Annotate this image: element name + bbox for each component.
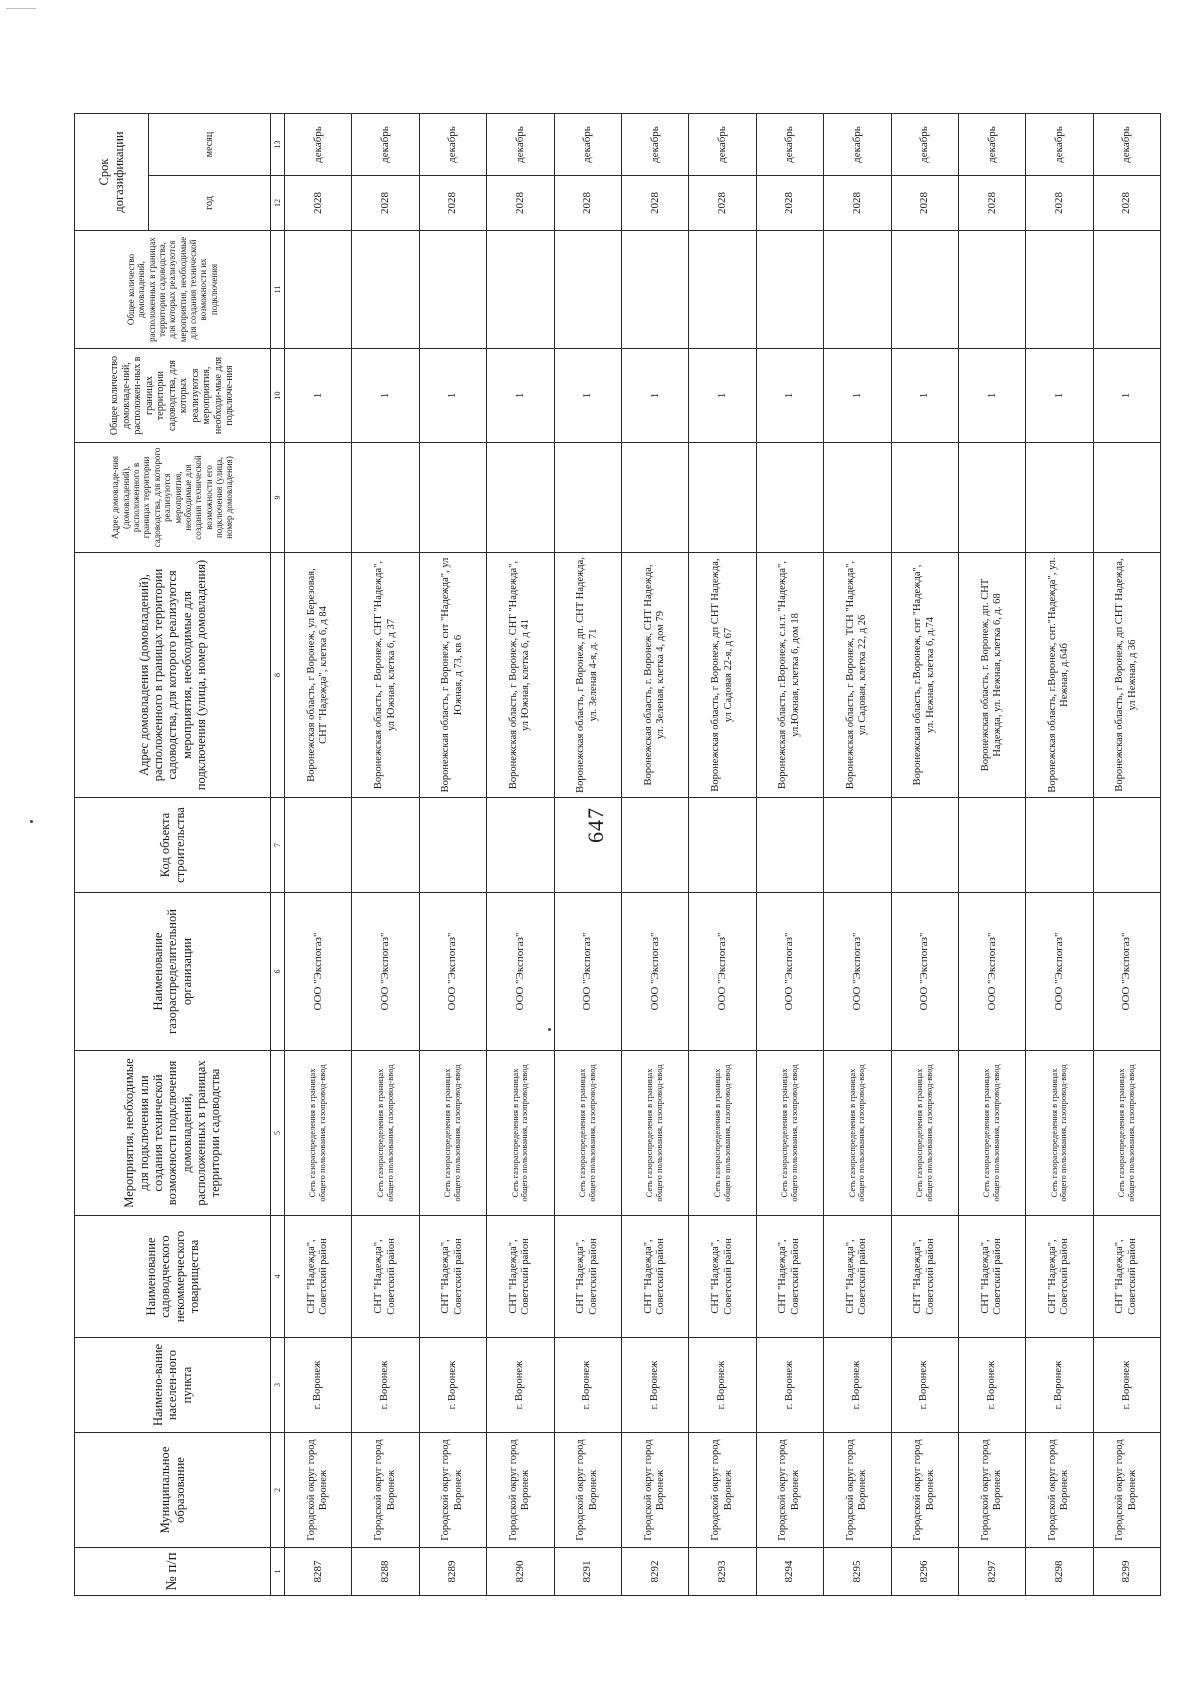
cell-year: 2028 — [891, 176, 958, 231]
cell-cnt2 — [285, 231, 352, 349]
cell-snt: СНТ "Надежда", Советский район — [1026, 1216, 1093, 1338]
cell-addr: Воронежская область, г. Воронеж, СНТ Надежда, ул. Зеленая, клетка 4, дом 79 — [621, 553, 688, 798]
cell-addr: Воронежская область, г Воронеж, дп СНТ Надежда, ул Садовая 22-я, д 67 — [689, 553, 756, 798]
cell-work: Сеть газораспределения в границах общего пользования, газопровод-ввод — [285, 1051, 352, 1216]
cell-code — [891, 798, 958, 893]
cell-addr: Воронежская область, г.Воронеж, с.н.т. "Надежда", ул.Южная, клетка 6, дом 18 — [756, 553, 823, 798]
cell-cnt2 — [824, 231, 891, 349]
cell-city: г. Воронеж — [419, 1338, 486, 1433]
cell-code — [621, 798, 688, 893]
table-row — [1026, 114, 1093, 1596]
cell-org: ООО "Экспогаз" — [958, 893, 1025, 1051]
gasification-register-table — [74, 113, 1161, 1596]
page-number: 647 — [583, 807, 608, 843]
cell-addr2 — [352, 443, 419, 553]
cell-city: г. Воронеж — [621, 1338, 688, 1433]
cell-cnt1: 1 — [958, 349, 1025, 443]
cell-year: 2028 — [487, 176, 554, 231]
cell-cnt1: 1 — [352, 349, 419, 443]
cell-work: Сеть газораспределения в границах общего пользования, газопровод-ввод — [756, 1051, 823, 1216]
cell-cnt1: 1 — [824, 349, 891, 443]
cell-city: г. Воронеж — [352, 1338, 419, 1433]
cell-city: г. Воронеж — [487, 1338, 554, 1433]
cell-snt: СНТ "Надежда", Советский район — [285, 1216, 352, 1338]
cell-no: 8298 — [1026, 1548, 1093, 1596]
cell-addr2 — [285, 443, 352, 553]
table-row — [554, 114, 621, 1596]
cell-mun: Городской округ город Воронеж — [824, 1433, 891, 1548]
header-gas-org: Наименование газораспределительной организации — [75, 893, 271, 1051]
cell-cnt1: 1 — [1093, 349, 1160, 443]
cell-code — [487, 798, 554, 893]
cell-org: ООО "Экспогаз" — [689, 893, 756, 1051]
cell-code — [824, 798, 891, 893]
cell-year: 2028 — [352, 176, 419, 231]
cell-snt: СНТ "Надежда", Советский район — [958, 1216, 1025, 1338]
cell-work: Сеть газораспределения в границах общего пользования, газопровод-ввод — [554, 1051, 621, 1216]
cell-mun: Городской округ город Воронеж — [958, 1433, 1025, 1548]
cell-cnt2 — [891, 231, 958, 349]
cell-cnt1: 1 — [285, 349, 352, 443]
cell-code — [419, 798, 486, 893]
rotated-table-wrapper — [74, 114, 1138, 1596]
cell-month: декабрь — [824, 114, 891, 176]
cell-cnt2 — [756, 231, 823, 349]
cell-year: 2028 — [1026, 176, 1093, 231]
cell-month: декабрь — [352, 114, 419, 176]
cell-mun: Городской округ город Воронеж — [419, 1433, 486, 1548]
cell-addr: Воронежская область, г Воронеж, ул Березовая, СНТ "Надежда", клетка 6, д 84 — [285, 553, 352, 798]
cell-addr: Воронежская область, г Воронеж, СНТ "Надежда", ул Южная, клетка 6, д 37 — [352, 553, 419, 798]
cell-city: г. Воронеж — [824, 1338, 891, 1433]
column-number: 10 — [271, 349, 285, 443]
cell-city: г. Воронеж — [554, 1338, 621, 1433]
header-measures: Мероприятия, необходимые для подключения или создания технической возможности подключения домовладений, расположенных в границах территории садоводства — [75, 1051, 271, 1216]
header-month: месяц — [149, 114, 271, 176]
cell-year: 2028 — [419, 176, 486, 231]
cell-addr2 — [554, 443, 621, 553]
cell-snt: СНТ "Надежда", Советский район — [352, 1216, 419, 1338]
cell-work: Сеть газораспределения в границах общего пользования, газопровод-ввод — [689, 1051, 756, 1216]
cell-snt: СНТ "Надежда", Советский район — [1093, 1216, 1160, 1338]
cell-cnt1: 1 — [891, 349, 958, 443]
cell-mun: Городской округ город Воронеж — [554, 1433, 621, 1548]
cell-addr2 — [419, 443, 486, 553]
column-number: 1 — [271, 1548, 285, 1596]
cell-mun: Городской округ город Воронеж — [487, 1433, 554, 1548]
cell-org: ООО "Экспогаз" — [554, 893, 621, 1051]
scan-edge-mark — [6, 8, 36, 9]
column-number: 6 — [271, 893, 285, 1051]
cell-city: г. Воронеж — [958, 1338, 1025, 1433]
header-settlement: Наимено-вание населен-ного пункта — [75, 1338, 271, 1433]
cell-snt: СНТ "Надежда", Советский район — [554, 1216, 621, 1338]
cell-city: г. Воронеж — [689, 1338, 756, 1433]
cell-addr2 — [1093, 443, 1160, 553]
cell-year: 2028 — [958, 176, 1025, 231]
cell-cnt2 — [487, 231, 554, 349]
cell-addr: Воронежская область, г Воронеж, ТСН "Надежда", ул Садовая, клетка 22, д 26 — [824, 553, 891, 798]
cell-addr: Воронежская область, г.Воронеж, снт "Надежда", ул. Нежная, клетка 6, д.74 — [891, 553, 958, 798]
column-number: 11 — [271, 231, 285, 349]
cell-month: декабрь — [689, 114, 756, 176]
cell-no: 8295 — [824, 1548, 891, 1596]
cell-no: 8291 — [554, 1548, 621, 1596]
cell-cnt1: 1 — [689, 349, 756, 443]
column-number: 13 — [271, 114, 285, 176]
header-municipality: Муниципальное образование — [75, 1433, 271, 1548]
cell-cnt2 — [419, 231, 486, 349]
cell-month: декабрь — [554, 114, 621, 176]
cell-no: 8297 — [958, 1548, 1025, 1596]
cell-work: Сеть газораспределения в границах общего пользования, газопровод-ввод — [487, 1051, 554, 1216]
cell-year: 2028 — [1093, 176, 1160, 231]
cell-cnt2 — [1093, 231, 1160, 349]
cell-cnt2 — [958, 231, 1025, 349]
cell-month: декабрь — [958, 114, 1025, 176]
cell-no: 8287 — [285, 1548, 352, 1596]
cell-month: декабрь — [891, 114, 958, 176]
cell-addr2 — [621, 443, 688, 553]
cell-org: ООО "Экспогаз" — [352, 893, 419, 1051]
cell-cnt1: 1 — [419, 349, 486, 443]
cell-addr2 — [487, 443, 554, 553]
cell-org: ООО "Экспогаз" — [285, 893, 352, 1051]
table-row — [891, 114, 958, 1596]
cell-addr2 — [958, 443, 1025, 553]
cell-org: ООО "Экспогаз" — [1026, 893, 1093, 1051]
column-number: 9 — [271, 443, 285, 553]
cell-cnt1: 1 — [756, 349, 823, 443]
cell-code — [285, 798, 352, 893]
cell-work: Сеть газораспределения в границах общего пользования, газопровод-ввод — [419, 1051, 486, 1216]
cell-code — [756, 798, 823, 893]
cell-month: декабрь — [1026, 114, 1093, 176]
cell-month: декабрь — [756, 114, 823, 176]
cell-snt: СНТ "Надежда", Советский район — [621, 1216, 688, 1338]
table-row — [419, 114, 486, 1596]
cell-year: 2028 — [554, 176, 621, 231]
cell-code — [689, 798, 756, 893]
cell-no: 8292 — [621, 1548, 688, 1596]
cell-addr: Воронежская область, г Воронеж, СНТ "Надежда", ул Южная, клетка 6, д 41 — [487, 553, 554, 798]
cell-mun: Городской округ город Воронеж — [1026, 1433, 1093, 1548]
column-number-row — [271, 114, 285, 1596]
cell-code — [1093, 798, 1160, 893]
cell-city: г. Воронеж — [756, 1338, 823, 1433]
cell-org: ООО "Экспогаз" — [824, 893, 891, 1051]
column-number: 3 — [271, 1338, 285, 1433]
cell-addr2 — [689, 443, 756, 553]
header-count-connection: Общее количество домовладе-ний, расположен-ных в границах территории садоводства, для которых реализуются мероприятия, необходи-мые для подключе-ния — [75, 349, 271, 443]
cell-mun: Городской округ город Воронеж — [285, 1433, 352, 1548]
header-count-tech: Общее количество домовладений, расположенных в границах территории садоводства, для которых реализуются мероприятия, необходимые для создания технической возможности их подключения — [75, 231, 271, 349]
cell-no: 8294 — [756, 1548, 823, 1596]
cell-cnt1: 1 — [487, 349, 554, 443]
cell-cnt2 — [554, 231, 621, 349]
cell-work: Сеть газораспределения в границах общего пользования, газопровод-ввод — [1093, 1051, 1160, 1216]
cell-work: Сеть газораспределения в границах общего пользования, газопровод-ввод — [891, 1051, 958, 1216]
table-row — [621, 114, 688, 1596]
cell-snt: СНТ "Надежда", Советский район — [824, 1216, 891, 1338]
header-snt: Наименование садоводческого некоммерческого товарищества — [75, 1216, 271, 1338]
cell-year: 2028 — [824, 176, 891, 231]
cell-snt: СНТ "Надежда", Советский район — [756, 1216, 823, 1338]
table-row — [487, 114, 554, 1596]
header-address: Адрес домовладения (домовладений), расположенного в границах территории садоводства, для которого реализуются мероприятия, необходимые для подключения (улица, номер домовладения) — [75, 553, 271, 798]
cell-mun: Городской округ город Воронеж — [689, 1433, 756, 1548]
column-number: 12 — [271, 176, 285, 231]
cell-work: Сеть газораспределения в границах общего пользования, газопровод-ввод — [621, 1051, 688, 1216]
cell-addr2 — [891, 443, 958, 553]
cell-cnt2 — [621, 231, 688, 349]
cell-cnt1: 1 — [621, 349, 688, 443]
cell-code — [352, 798, 419, 893]
cell-addr2 — [824, 443, 891, 553]
scan-speck — [30, 820, 33, 823]
cell-no: 8296 — [891, 1548, 958, 1596]
cell-no: 8299 — [1093, 1548, 1160, 1596]
cell-mun: Городской округ город Воронеж — [1093, 1433, 1160, 1548]
cell-addr: Воронежская область, г.Воронеж, снт."Надежда", ул. Нежная, д.64б — [1026, 553, 1093, 798]
header-no: № п/п — [75, 1548, 271, 1596]
cell-year: 2028 — [285, 176, 352, 231]
table-row — [285, 114, 352, 1596]
cell-work: Сеть газораспределения в границах общего пользования, газопровод-ввод — [958, 1051, 1025, 1216]
table-row — [352, 114, 419, 1596]
cell-snt: СНТ "Надежда", Советский район — [689, 1216, 756, 1338]
cell-snt: СНТ "Надежда", Советский район — [419, 1216, 486, 1338]
cell-month: декабрь — [285, 114, 352, 176]
cell-no: 8293 — [689, 1548, 756, 1596]
table-row — [1093, 114, 1160, 1596]
table-row — [958, 114, 1025, 1596]
table-row — [756, 114, 823, 1596]
cell-month: декабрь — [487, 114, 554, 176]
cell-cnt2 — [1026, 231, 1093, 349]
cell-work: Сеть газораспределения в границах общего пользования, газопровод-ввод — [824, 1051, 891, 1216]
cell-city: г. Воронеж — [891, 1338, 958, 1433]
cell-cnt1: 1 — [1026, 349, 1093, 443]
cell-city: г. Воронеж — [1026, 1338, 1093, 1433]
cell-addr2 — [756, 443, 823, 553]
cell-cnt2 — [689, 231, 756, 349]
cell-snt: СНТ "Надежда", Советский район — [891, 1216, 958, 1338]
cell-addr: Воронежская область, г Воронеж, дп. СНТ Надежда, ул. Зеленая 4-я, д. 71 — [554, 553, 621, 798]
cell-year: 2028 — [689, 176, 756, 231]
column-number: 4 — [271, 1216, 285, 1338]
cell-org: ООО "Экспогаз" — [756, 893, 823, 1051]
cell-city: г. Воронеж — [1093, 1338, 1160, 1433]
cell-year: 2028 — [756, 176, 823, 231]
column-number: 8 — [271, 553, 285, 798]
cell-snt: СНТ "Надежда", Советский район — [487, 1216, 554, 1338]
cell-org: ООО "Экспогаз" — [891, 893, 958, 1051]
cell-cnt2 — [352, 231, 419, 349]
table-row — [824, 114, 891, 1596]
cell-year: 2028 — [621, 176, 688, 231]
cell-org: ООО "Экспогаз" — [1093, 893, 1160, 1051]
column-number: 2 — [271, 1433, 285, 1548]
cell-city: г. Воронеж — [285, 1338, 352, 1433]
cell-no: 8290 — [487, 1548, 554, 1596]
cell-work: Сеть газораспределения в границах общего пользования, газопровод-ввод — [352, 1051, 419, 1216]
table-body — [285, 114, 1161, 1596]
cell-org: ООО "Экспогаз" — [419, 893, 486, 1051]
column-number: 7 — [271, 798, 285, 893]
cell-addr: Воронежская область, г Воронеж, снт "Надежда", ул Южная, д 73, кв 6 — [419, 553, 486, 798]
cell-month: декабрь — [621, 114, 688, 176]
cell-org: ООО "Экспогаз" — [621, 893, 688, 1051]
cell-mun: Городской округ город Воронеж — [756, 1433, 823, 1548]
cell-mun: Городской округ город Воронеж — [352, 1433, 419, 1548]
cell-no: 8288 — [352, 1548, 419, 1596]
header-term: Срок догазификации — [75, 114, 149, 231]
cell-code — [1026, 798, 1093, 893]
cell-month: декабрь — [419, 114, 486, 176]
cell-cnt1: 1 — [554, 349, 621, 443]
cell-work: Сеть газораспределения в границах общего пользования, газопровод-ввод — [1026, 1051, 1093, 1216]
cell-addr2 — [1026, 443, 1093, 553]
cell-org: ООО "Экспогаз" — [487, 893, 554, 1051]
cell-code — [958, 798, 1025, 893]
column-number: 5 — [271, 1051, 285, 1216]
cell-addr: Воронежская область, г Воронеж, дп СНТ Надежда, ул Нежная, д 36 — [1093, 553, 1160, 798]
cell-code — [554, 798, 621, 893]
header-year: год — [149, 176, 271, 231]
cell-month: декабрь — [1093, 114, 1160, 176]
header-address-tech: Адрес домовладе-ния (домовладений), расположенного в границах территории садоводства, для которого реализуются мероприятия, необходимые для создания технической возможности его подключения (улица, номер домовладения) — [75, 443, 271, 553]
cell-mun: Городской округ город Воронеж — [621, 1433, 688, 1548]
cell-addr: Воронежская область, г. Воронеж, дп. СНТ Надежда, ул. Нежная, клетка 6, д. 68 — [958, 553, 1025, 798]
table-row — [689, 114, 756, 1596]
cell-no: 8289 — [419, 1548, 486, 1596]
header-object-code: Код объекта строительства — [75, 798, 271, 893]
cell-mun: Городской округ город Воронеж — [891, 1433, 958, 1548]
